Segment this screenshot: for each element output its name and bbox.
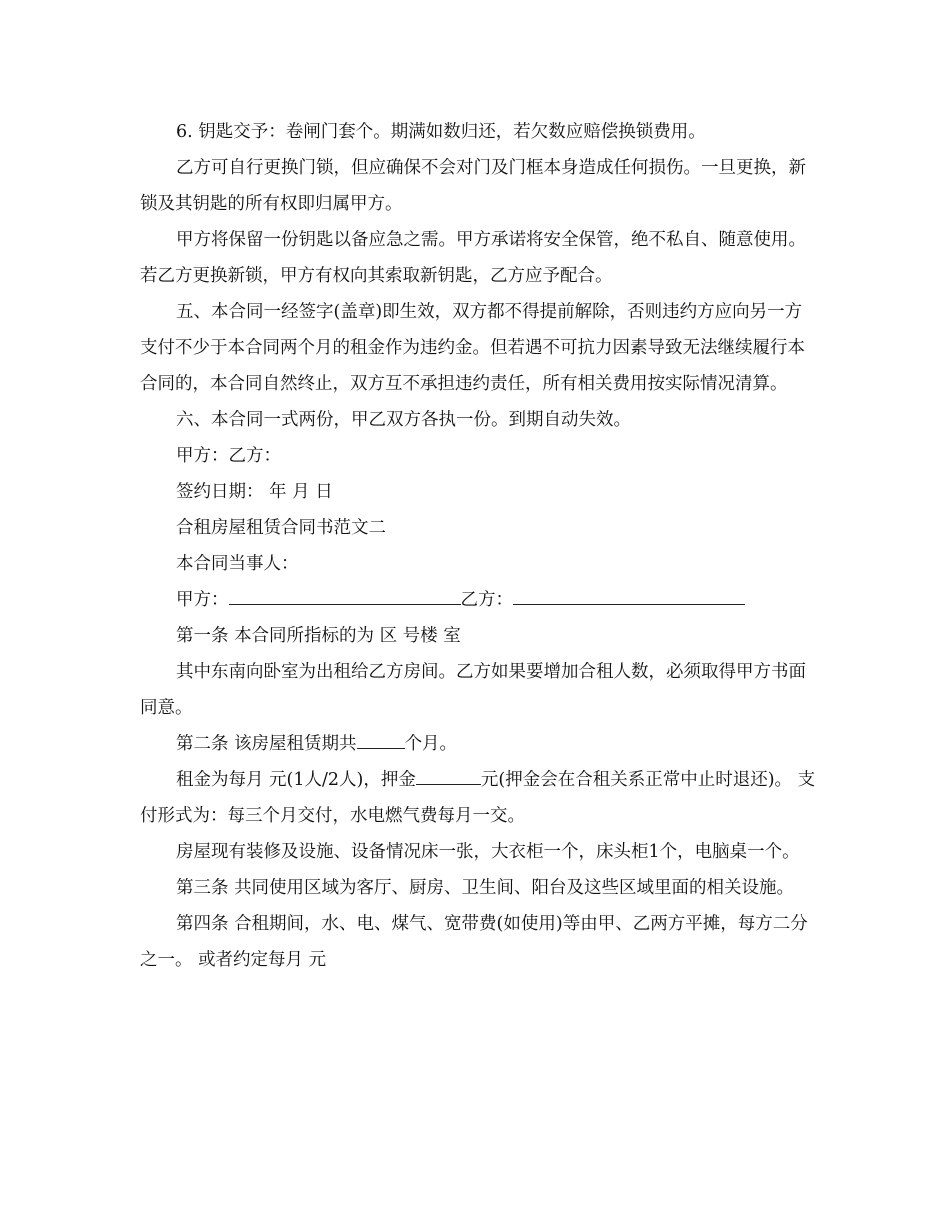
lease-term-before: 第二条 该房屋租赁期共 [176,734,357,754]
document-body [140,114,816,978]
paragraph-furnishings: 房屋现有装修及设施、设备情况床一张，大衣柜一个，床头柜1个，电脑桌一个。 [176,842,800,862]
paragraph-contract-parties: 本合同当事人： [176,554,299,574]
section-title-sample-two: 合租房屋租赁合同书范文二 [176,518,386,538]
deposit-blank [416,762,481,785]
paragraph-key-handover: 6. 钥匙交予：卷闸门套个。期满如数归还，若欠数应赔偿换锁费用。 [176,122,706,142]
paragraph-article-two [140,726,816,762]
rent-before: 租金为每月 元(1人/2人)，押金 [176,770,416,790]
lease-term-after: 个月。 [404,734,458,754]
party-b-blank [513,582,745,605]
paragraph-signing-date: 签约日期： 年 月 日 [176,482,333,502]
paragraph-room-assignment: 其中东南向卧室为出租给乙方房间。乙方如果要增加合租人数，必须取得甲方书面同意。 [140,662,806,718]
paragraph-spare-key: 甲方将保留一份钥匙以备应急之需。甲方承诺将安全保管，绝不私自、随意使用。若乙方更换新锁，甲方有权向其索取新钥匙，乙方应予配合。 [140,230,806,286]
paragraph-clause-five: 五、本合同一经签字(盖章)即生效，双方都不得提前解除，否则违约方应向另一方支付不少于本合同两个月的租金作为违约金。但若遇不可抗力因素导致无法继续履行本合同的，本合同自然终止，双方互不承担违约责任，所有相关费用按实际情况清算。 [140,302,805,394]
paragraph-rent-deposit [140,762,816,834]
paragraph-clause-six: 六、本合同一式两份，甲乙双方各执一份。到期自动失效。 [176,410,631,430]
party-b-label: 乙方： [460,590,513,610]
paragraph-article-three: 第三条 共同使用区域为客厅、厨房、卫生间、阳台及这些区域里面的相关设施。 [176,878,795,898]
lease-term-blank [357,726,405,749]
paragraph-article-four: 第四条 合租期间，水、电、煤气、宽带费(如使用)等由甲、乙两方平摊，每方二分之一。 或者约定每月 元 [140,914,808,970]
party-a-blank [229,582,461,605]
party-a-label: 甲方： [176,590,229,610]
paragraph-parties-signature: 甲方：乙方： [176,446,281,466]
rent-after: 元(押金会在合租关系正常中止时退还)。 支付形式为：每三个月交付，水电燃气费每月一交。 [140,770,816,826]
paragraph-article-one: 第一条 本合同所指标的为 区 号楼 室 [176,626,461,646]
paragraph-lock-replacement: 乙方可自行更换门锁，但应确保不会对门及门框本身造成任何损伤。一旦更换，新锁及其钥匙的所有权即归属甲方。 [140,158,806,214]
paragraph-party-fields [140,582,816,618]
